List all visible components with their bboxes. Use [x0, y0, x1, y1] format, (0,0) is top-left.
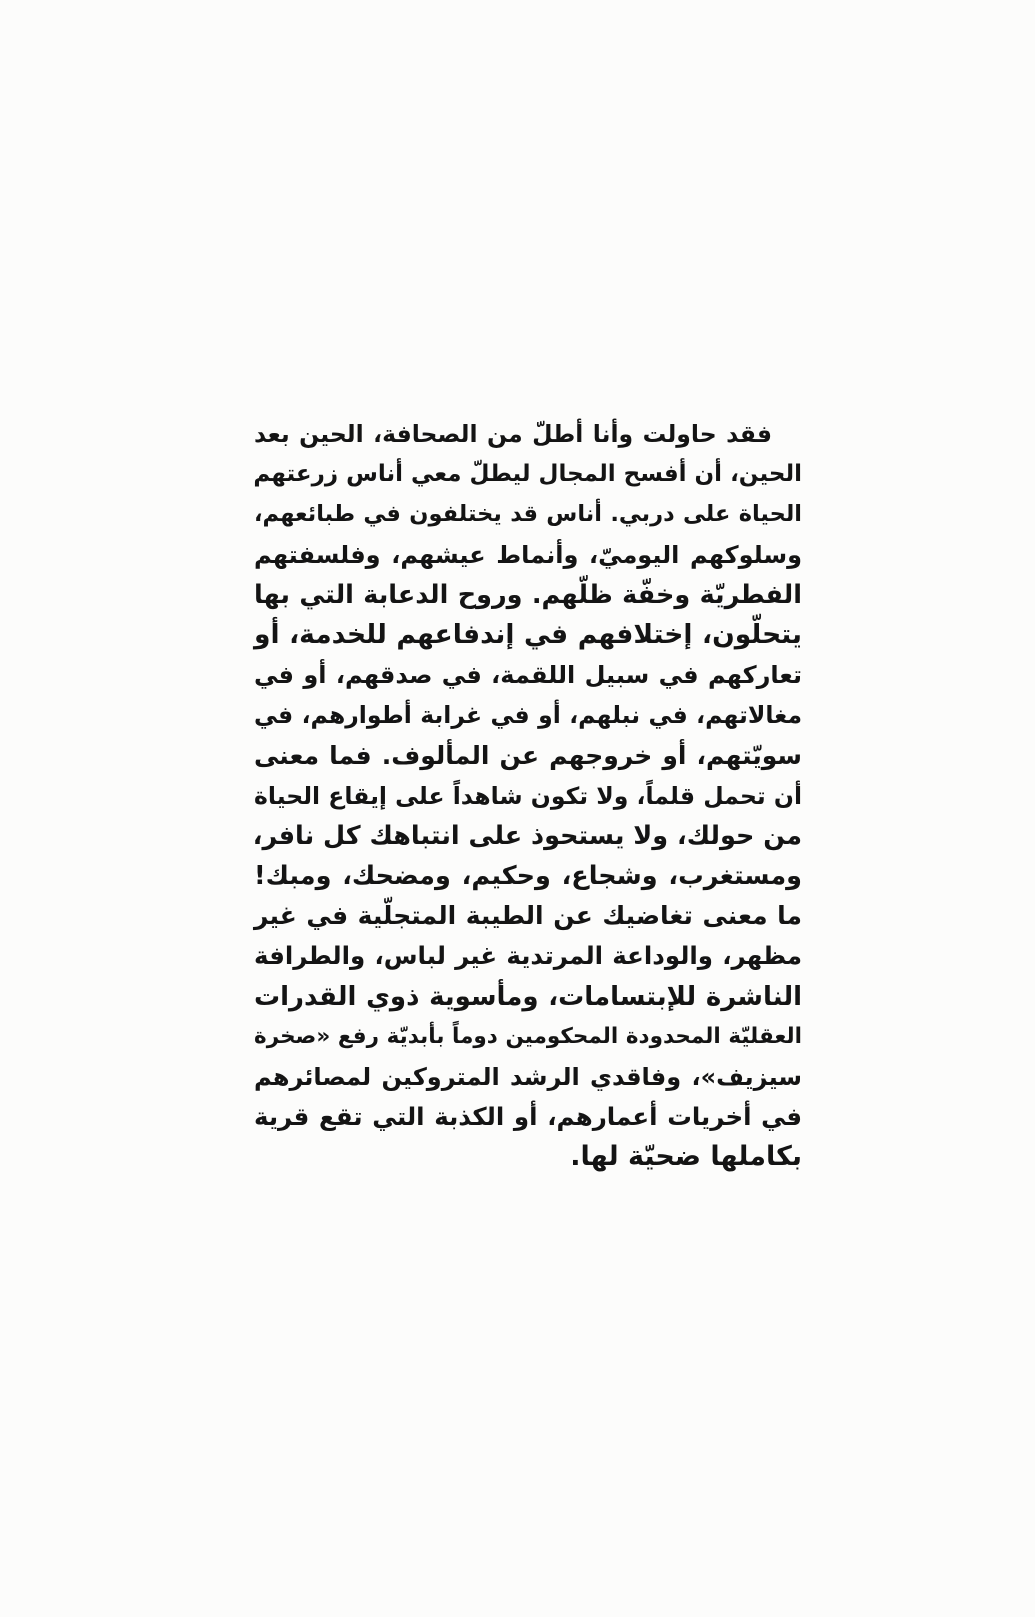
text-line: في أخريات أعمارهم، أو الكذبة التي تقع قرية [254, 1102, 802, 1132]
text-line: من حولك، ولا يستحوذ على انتباهك كل نافر، [252, 820, 802, 851]
text-line: وسلوكهم اليوميّ، وأنماط عيشهم، وفلسفتهم [254, 540, 802, 569]
text-line: بكاملها ضحيّة لها. [570, 1141, 802, 1173]
text-line: ما معنى تغاضيك عن الطيبة المتجلّية في غير [254, 901, 802, 931]
text-line: الحين، أن أفسح المجال ليطلّ معي أناس زرعتهم [253, 461, 802, 488]
text-line: فقد حاولت وأنا أطلّ من الصحافة، الحين بعد [254, 420, 772, 448]
text-line: العقليّة المحدودة المحكومين دوماً بأبديّة رفع «صخرة [254, 1023, 802, 1049]
text-line: سيزيف»، وفاقدي الرشد المتروكين لمصائرهم [254, 1063, 802, 1091]
body-paragraph [254, 414, 802, 1178]
text-line: سويّتهم، أو خروجهم عن المألوف. فما معنى [254, 740, 802, 770]
text-line: الحياة على دربي. أناس قد يختلفون في طبائعهم، [254, 501, 802, 528]
text-line: تعاركهم في سبيل اللقمة، في صدقهم، أو في [254, 661, 802, 690]
text-line: ومستغرب، وشجاع، وحكيم، ومضحك، ومبك! [254, 861, 802, 892]
text-line: أن تحمل قلماً، ولا تكون شاهداً على إيقاع الحياة [254, 781, 802, 810]
text-line: مغالاتهم، في نبلهم، أو في غرابة أطوارهم، في [254, 701, 802, 730]
text-line: يتحلّون، إختلافهم في إندفاعهم للخدمة، أو [254, 618, 802, 650]
text-line: الناشرة للإبتسامات، ومأسوية ذوي القدرات [254, 981, 802, 1012]
text-line: الفطريّة وخفّة ظلّهم. وروح الدعابة التي بها [254, 579, 802, 610]
text-line: مظهر، والوداعة المرتدية غير لباس، والطرافة [254, 941, 802, 971]
